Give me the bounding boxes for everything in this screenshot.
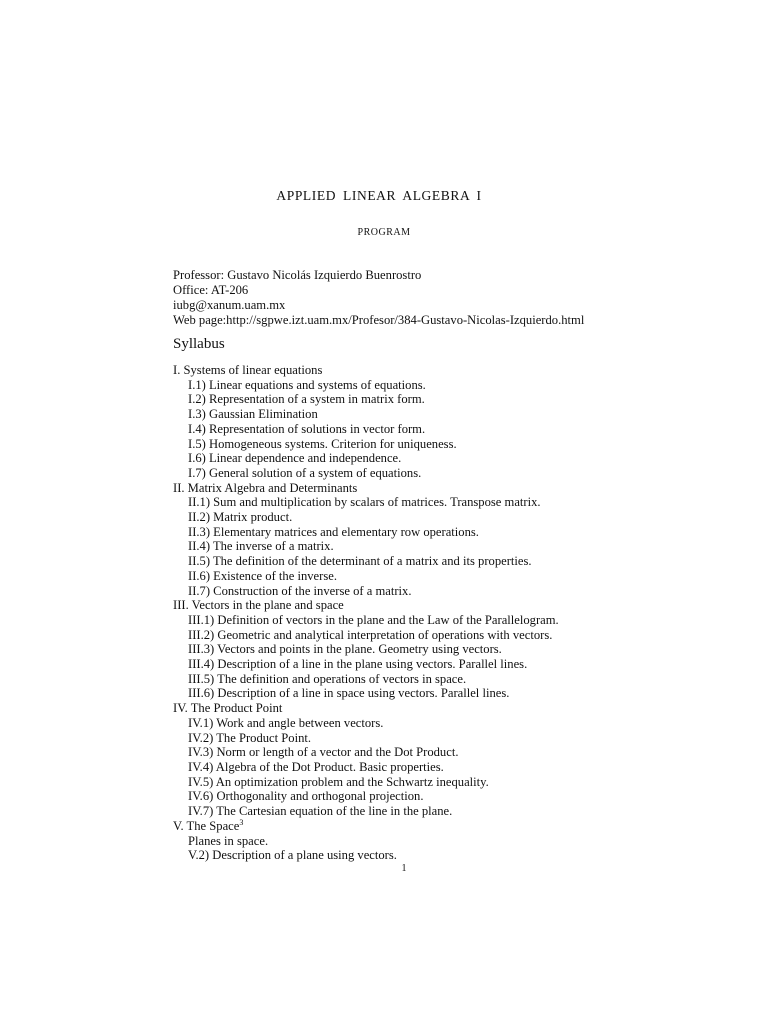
email-line: iubg@xanum.uam.mx: [173, 298, 286, 312]
unit-1: [173, 363, 559, 481]
topic-item: III.3) Vectors and points in the plane. Geometry using vectors.: [188, 642, 502, 657]
page-number: 1: [401, 863, 407, 874]
unit-4: [173, 701, 559, 819]
unit-2: [173, 481, 559, 599]
topic-item: V.2) Description of a plane using vectors.: [188, 848, 397, 863]
topic-item: Planes in space.: [188, 833, 269, 848]
topic-item: IV.6) Orthogonality and orthogonal projection.: [188, 789, 424, 804]
topic-item: I.5) Homogeneous systems. Criterion for uniqueness.: [188, 436, 457, 451]
unit-5: [173, 819, 559, 863]
topic-item: I.1) Linear equations and systems of equations.: [188, 377, 426, 392]
topic-item: IV.5) An optimization problem and the Schwartz inequality.: [188, 774, 489, 789]
topic-item: IV.7) The Cartesian equation of the line in the plane.: [188, 804, 453, 819]
topic-item: I.2) Representation of a system in matrix form.: [188, 392, 425, 407]
webpage-line: Web page:http://sgpwe.izt.uam.mx/Profesor/384-Gustavo-Nicolas-Izquierdo.html: [173, 313, 585, 327]
topic-item: II.6) Existence of the inverse.: [188, 568, 337, 583]
topic-item: III.4) Description of a line in the plane using vectors. Parallel lines.: [188, 657, 528, 672]
topic-item: II.3) Elementary matrices and elementary row operations.: [188, 524, 479, 539]
topic-item: III.1) Definition of vectors in the plane and the Law of the Parallelogram.: [188, 612, 559, 627]
topic-item: I.6) Linear dependence and independence.: [188, 451, 402, 466]
unit-title-text: V. The Space: [173, 818, 240, 833]
professor-line: Professor: Gustavo Nicolás Izquierdo Buenrostro: [173, 268, 422, 282]
unit-title: [173, 819, 559, 834]
topic-item: I.4) Representation of solutions in vector form.: [188, 421, 426, 436]
unit-title: IV. The Product Point: [173, 701, 283, 716]
topic-item: IV.1) Work and angle between vectors.: [188, 715, 384, 730]
footnote-marker: 3: [239, 817, 244, 827]
unit-title: I. Systems of linear equations: [173, 363, 323, 377]
course-info: [173, 268, 584, 328]
office-line: Office: AT-206: [173, 283, 249, 297]
topic-item: IV.3) Norm or length of a vector and the Dot Product.: [188, 745, 459, 760]
topic-item: IV.4) Algebra of the Dot Product. Basic properties.: [188, 759, 444, 774]
topic-item: III.2) Geometric and analytical interpretation of operations with vectors.: [188, 627, 553, 642]
topic-item: I.7) General solution of a system of equations.: [188, 465, 422, 480]
topic-item: IV.2) The Product Point.: [188, 730, 312, 745]
unit-title: III. Vectors in the plane and space: [173, 598, 344, 613]
topic-item: II.5) The definition of the determinant of a matrix and its properties.: [188, 554, 532, 569]
topic-item: I.3) Gaussian Elimination: [188, 407, 318, 422]
topic-item: II.2) Matrix product.: [188, 510, 293, 525]
document-subtitle: PROGRAM: [357, 227, 411, 238]
topic-item: III.6) Description of a line in space using vectors. Parallel lines.: [188, 686, 510, 701]
topic-item: II.4) The inverse of a matrix.: [188, 539, 334, 554]
unit-title: II. Matrix Algebra and Determinants: [173, 480, 358, 495]
topic-item: III.5) The definition and operations of vectors in space.: [188, 671, 467, 686]
syllabus-list: [173, 363, 559, 863]
topic-item: II.1) Sum and multiplication by scalars of matrices. Transpose matrix.: [188, 495, 541, 510]
document-title: APPLIED LINEAR ALGEBRA I: [276, 188, 482, 203]
topic-item: II.7) Construction of the inverse of a matrix.: [188, 583, 412, 598]
unit-3: [173, 598, 559, 701]
syllabus-heading: Syllabus: [173, 336, 225, 352]
